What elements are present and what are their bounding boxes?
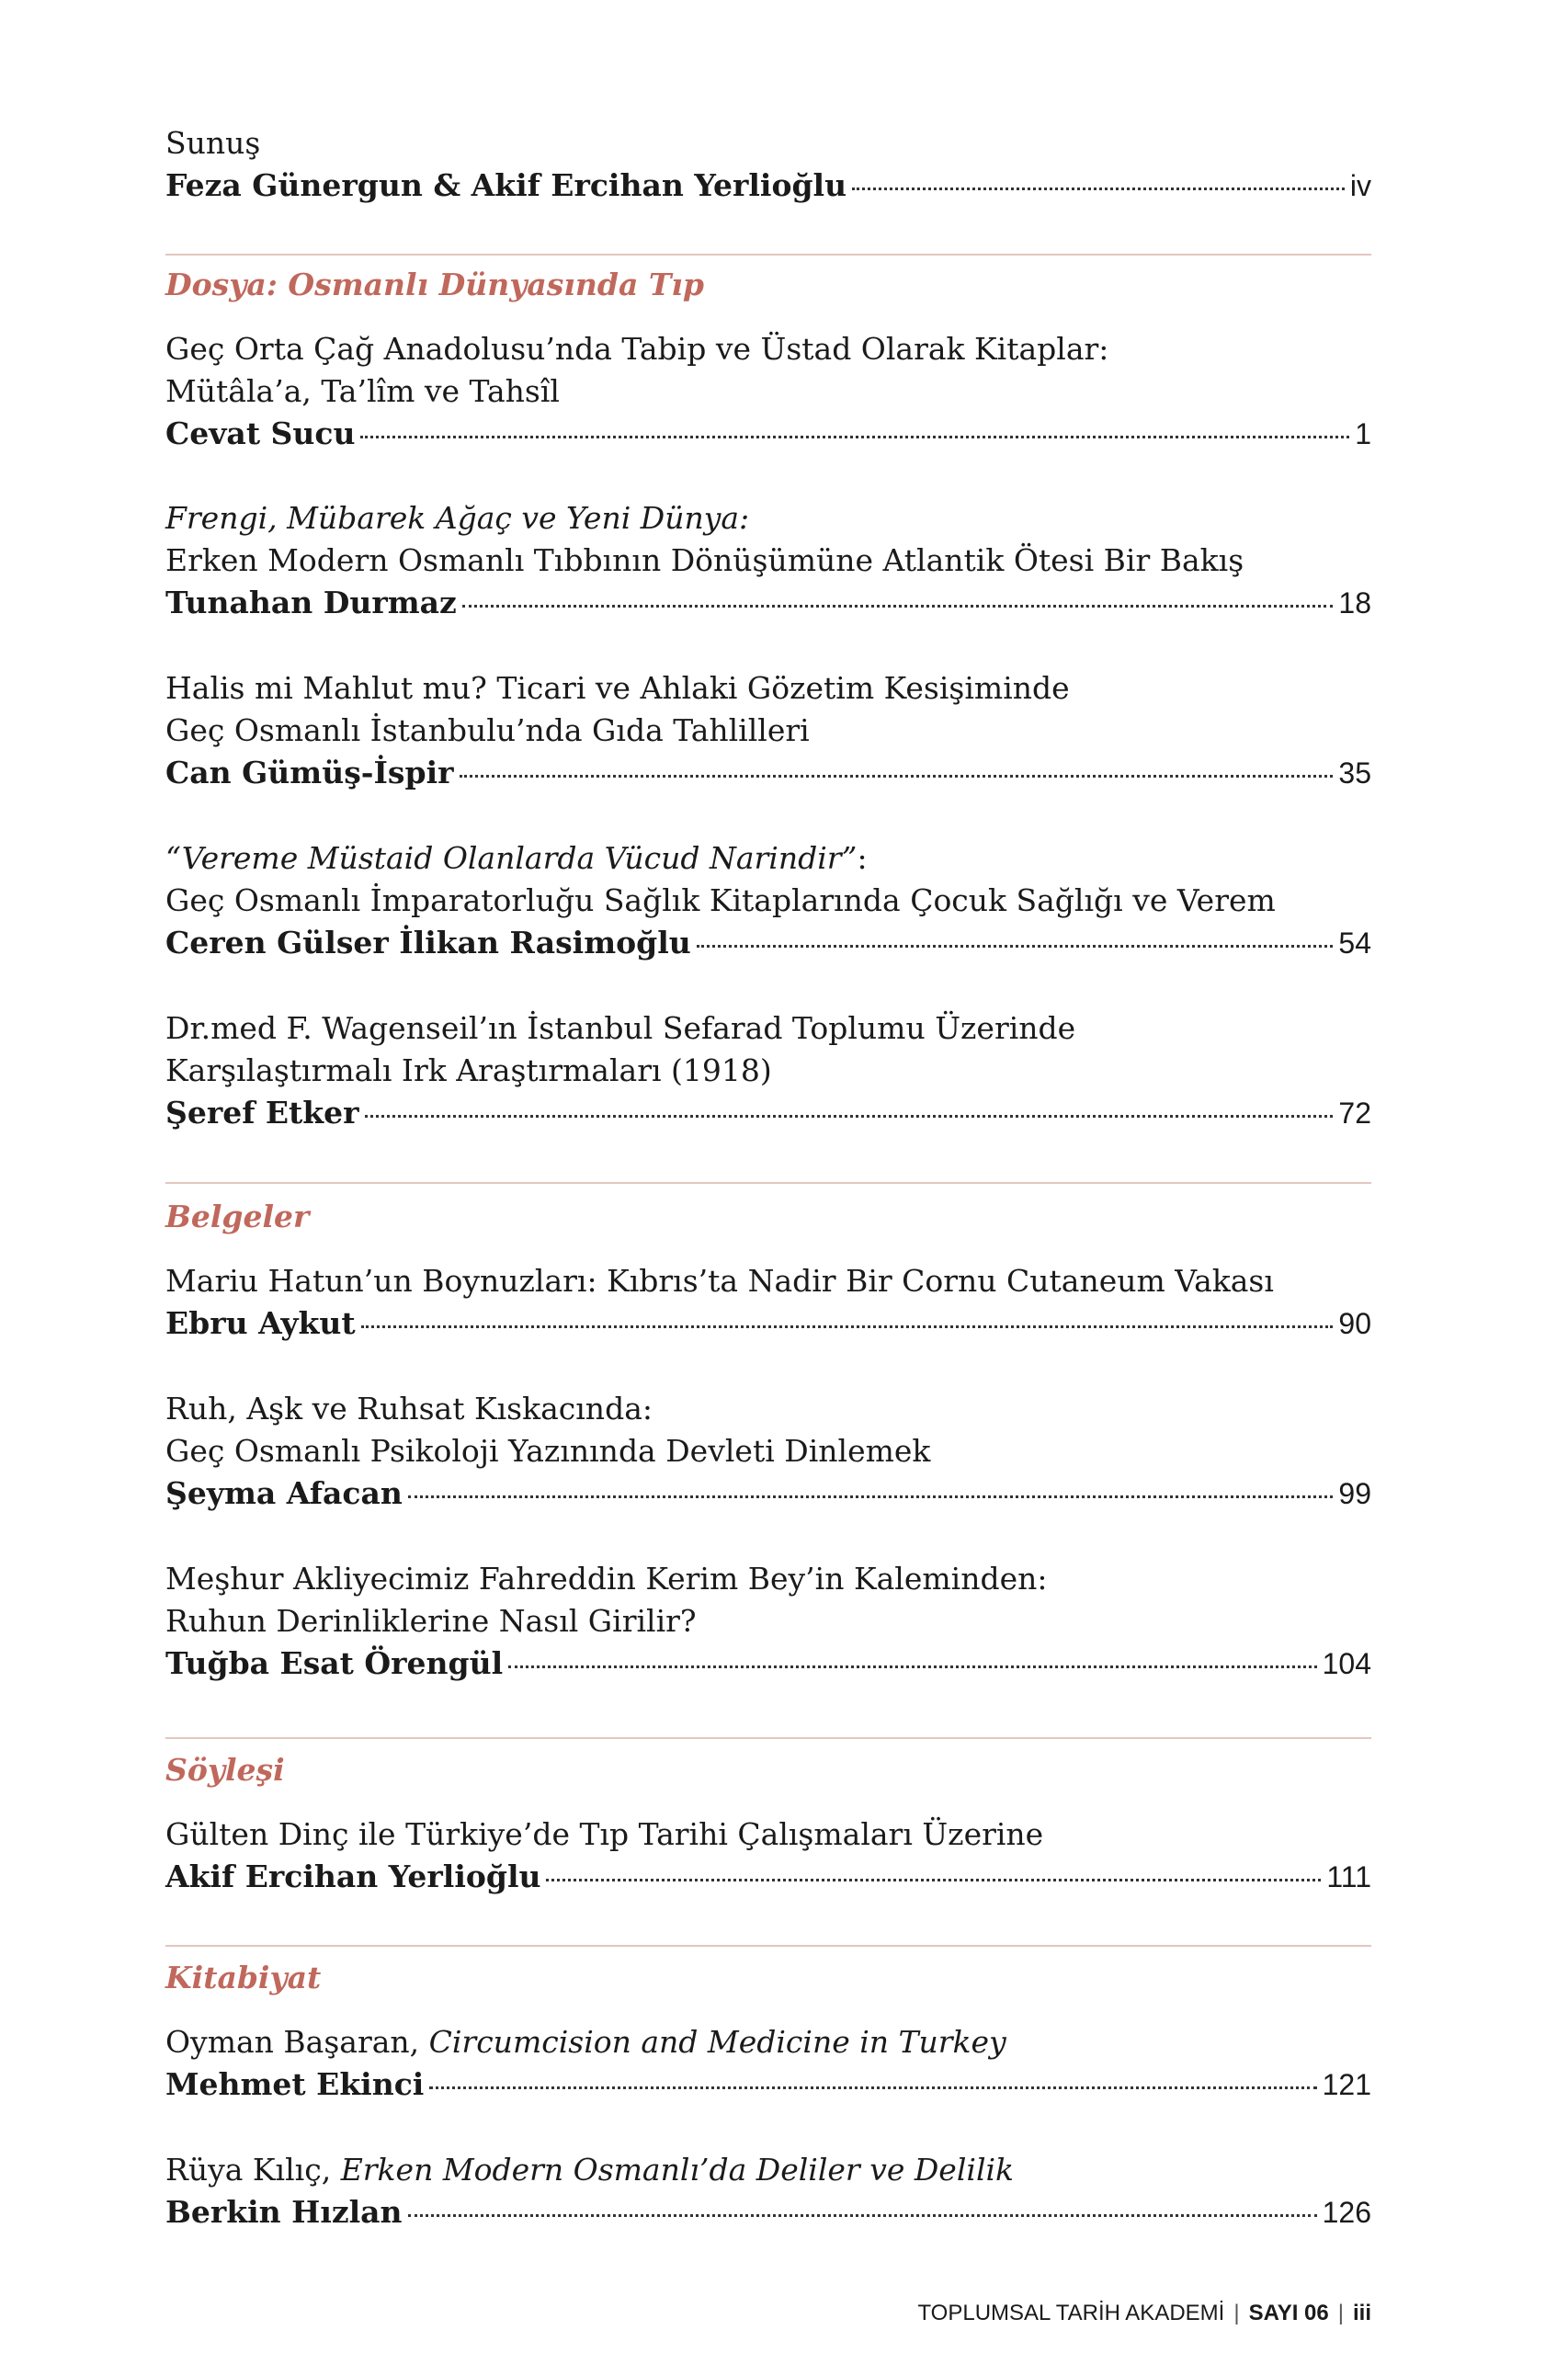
entry-title-line — [165, 2148, 1371, 2192]
intro-page: iv — [1349, 169, 1371, 202]
section-heading-dosya: Dosya: Osmanlı Dünyasında Tıp — [165, 267, 704, 302]
entry-title-line: Mariu Hatun’un Boynuzları: Kıbrıs’ta Nadir Bir Cornu Cutaneum Vakası — [165, 1263, 1274, 1299]
entry-title-line: Erken Modern Osmanlı Tıbbının Dönüşümüne Atlantik Ötesi Bir Bakış — [165, 542, 1244, 578]
footer-separator: | — [1337, 2301, 1344, 2325]
leader-dots — [408, 1495, 1334, 1498]
entry-author: Ebru Aykut — [165, 1305, 356, 1341]
toc-entry — [165, 412, 1371, 456]
entry-title-line — [165, 836, 1371, 881]
entry-page: 90 — [1338, 1307, 1371, 1340]
leader-dots — [508, 1665, 1317, 1668]
leader-dots — [460, 775, 1334, 778]
leader-dots — [365, 1115, 1334, 1118]
toc-entry — [165, 921, 1371, 965]
entry-title-line: Karşılaştırmalı Irk Araştırmaları (1918) — [165, 1052, 772, 1088]
section-divider — [165, 1182, 1371, 1184]
leader-dots — [360, 436, 1349, 438]
entry-title-line: Geç Osmanlı İmparatorluğu Sağlık Kitaplarında Çocuk Sağlığı ve Verem — [165, 882, 1276, 918]
entry-page: 104 — [1322, 1647, 1371, 1680]
leader-dots — [546, 1879, 1321, 1881]
entry-author: Tunahan Durmaz — [165, 585, 457, 620]
entry-title-line: Geç Osmanlı İstanbulu’nda Gıda Tahlilleri — [165, 712, 810, 748]
entry-title-line: Dr.med F. Wagenseil’ın İstanbul Sefarad Toplumu Üzerinde — [165, 1010, 1076, 1046]
toc-entry — [165, 751, 1371, 795]
footer-separator: | — [1233, 2301, 1240, 2325]
entry-page: 1 — [1355, 417, 1371, 450]
entry-title-line: Frengi, Mübarek Ağaç ve Yeni Dünya: — [165, 500, 750, 536]
toc-entry — [165, 1302, 1371, 1346]
entry-page: 121 — [1322, 2068, 1371, 2101]
leader-dots — [429, 2086, 1316, 2089]
entry-author: Akif Ercihan Yerlioğlu — [165, 1859, 541, 1894]
entry-book-author: Rüya Kılıç, — [165, 2152, 341, 2188]
entry-colon: : — [857, 840, 868, 876]
entry-author: Tuğba Esat Örengül — [165, 1645, 504, 1681]
intro-author: Feza Günergun & Akif Ercihan Yerlioğlu — [165, 167, 847, 203]
toc-entry — [165, 1855, 1371, 1899]
entry-quoted-title: “Vereme Müstaid Olanlarda Vücud Narindir” — [165, 840, 858, 876]
entry-author: Cevat Sucu — [165, 415, 356, 451]
entry-author: Şeref Etker — [165, 1095, 359, 1131]
table-of-contents — [165, 0, 1371, 2353]
toc-entry — [165, 1642, 1371, 1686]
toc-entry — [165, 581, 1371, 625]
entry-title-line: Gülten Dinç ile Türkiye’de Tıp Tarihi Çalışmaları Üzerine — [165, 1816, 1044, 1852]
entry-author: Mehmet Ekinci — [165, 2066, 425, 2102]
toc-entry — [165, 2190, 1371, 2234]
page-footer — [917, 2301, 1371, 2326]
entry-author: Şeyma Afacan — [165, 1475, 403, 1511]
section-divider — [165, 1737, 1371, 1739]
leader-dots — [408, 2214, 1317, 2217]
entry-title-line: Ruhun Derinliklerine Nasıl Girilir? — [165, 1603, 697, 1639]
entry-title-line: Geç Orta Çağ Anadolusu’nda Tabip ve Üstad Olarak Kitaplar: — [165, 331, 1109, 367]
entry-page: 126 — [1322, 2196, 1371, 2229]
page-number: iii — [1352, 2301, 1371, 2325]
entry-page: 18 — [1338, 586, 1371, 620]
entry-page: 54 — [1338, 926, 1371, 960]
issue-number: SAYI 06 — [1248, 2301, 1329, 2325]
entry-title-line: Ruh, Aşk ve Ruhsat Kıskacında: — [165, 1391, 653, 1427]
leader-dots — [697, 945, 1334, 948]
entry-book-title: Erken Modern Osmanlı’da Deliler ve Delilik — [340, 2152, 1015, 2188]
entry-page: 99 — [1338, 1477, 1371, 1510]
leader-dots — [462, 605, 1334, 608]
section-heading-belgeler: Belgeler — [165, 1199, 310, 1234]
section-divider — [165, 1945, 1371, 1947]
intro-entry — [165, 164, 1371, 208]
entry-title-line: Mütâla’a, Ta’lîm ve Tahsîl — [165, 373, 560, 409]
entry-page: 35 — [1338, 756, 1371, 790]
intro-title: Sunuş — [165, 125, 261, 161]
entry-title-line: Halis mi Mahlut mu? Ticari ve Ahlaki Gözetim Kesişiminde — [165, 670, 1070, 706]
section-heading-kitabiyat: Kitabiyat — [165, 1960, 322, 1995]
entry-page: 111 — [1326, 1860, 1371, 1893]
toc-entry — [165, 1472, 1371, 1516]
journal-name: TOPLUMSAL TARİH AKADEMİ — [917, 2301, 1225, 2325]
toc-entry — [165, 1091, 1371, 1135]
toc-entry — [165, 2063, 1371, 2107]
section-divider — [165, 254, 1371, 256]
leader-dots — [852, 188, 1345, 190]
leader-dots — [361, 1325, 1334, 1328]
entry-page: 72 — [1338, 1097, 1371, 1130]
section-heading-soylesi: Söyleşi — [165, 1752, 285, 1788]
entry-title-line: Meşhur Akliyecimiz Fahreddin Kerim Bey’in Kaleminden: — [165, 1561, 1048, 1597]
entry-title-line: Geç Osmanlı Psikoloji Yazınında Devleti Dinlemek — [165, 1433, 931, 1469]
entry-title-line — [165, 2020, 1371, 2064]
entry-author: Can Gümüş-İspir — [165, 755, 454, 790]
entry-book-title: Circumcision and Medicine in Turkey — [428, 2024, 1006, 2060]
entry-author: Ceren Gülser İlikan Rasimoğlu — [165, 925, 691, 961]
entry-author: Berkin Hızlan — [165, 2194, 403, 2230]
entry-book-author: Oyman Başaran, — [165, 2024, 429, 2060]
